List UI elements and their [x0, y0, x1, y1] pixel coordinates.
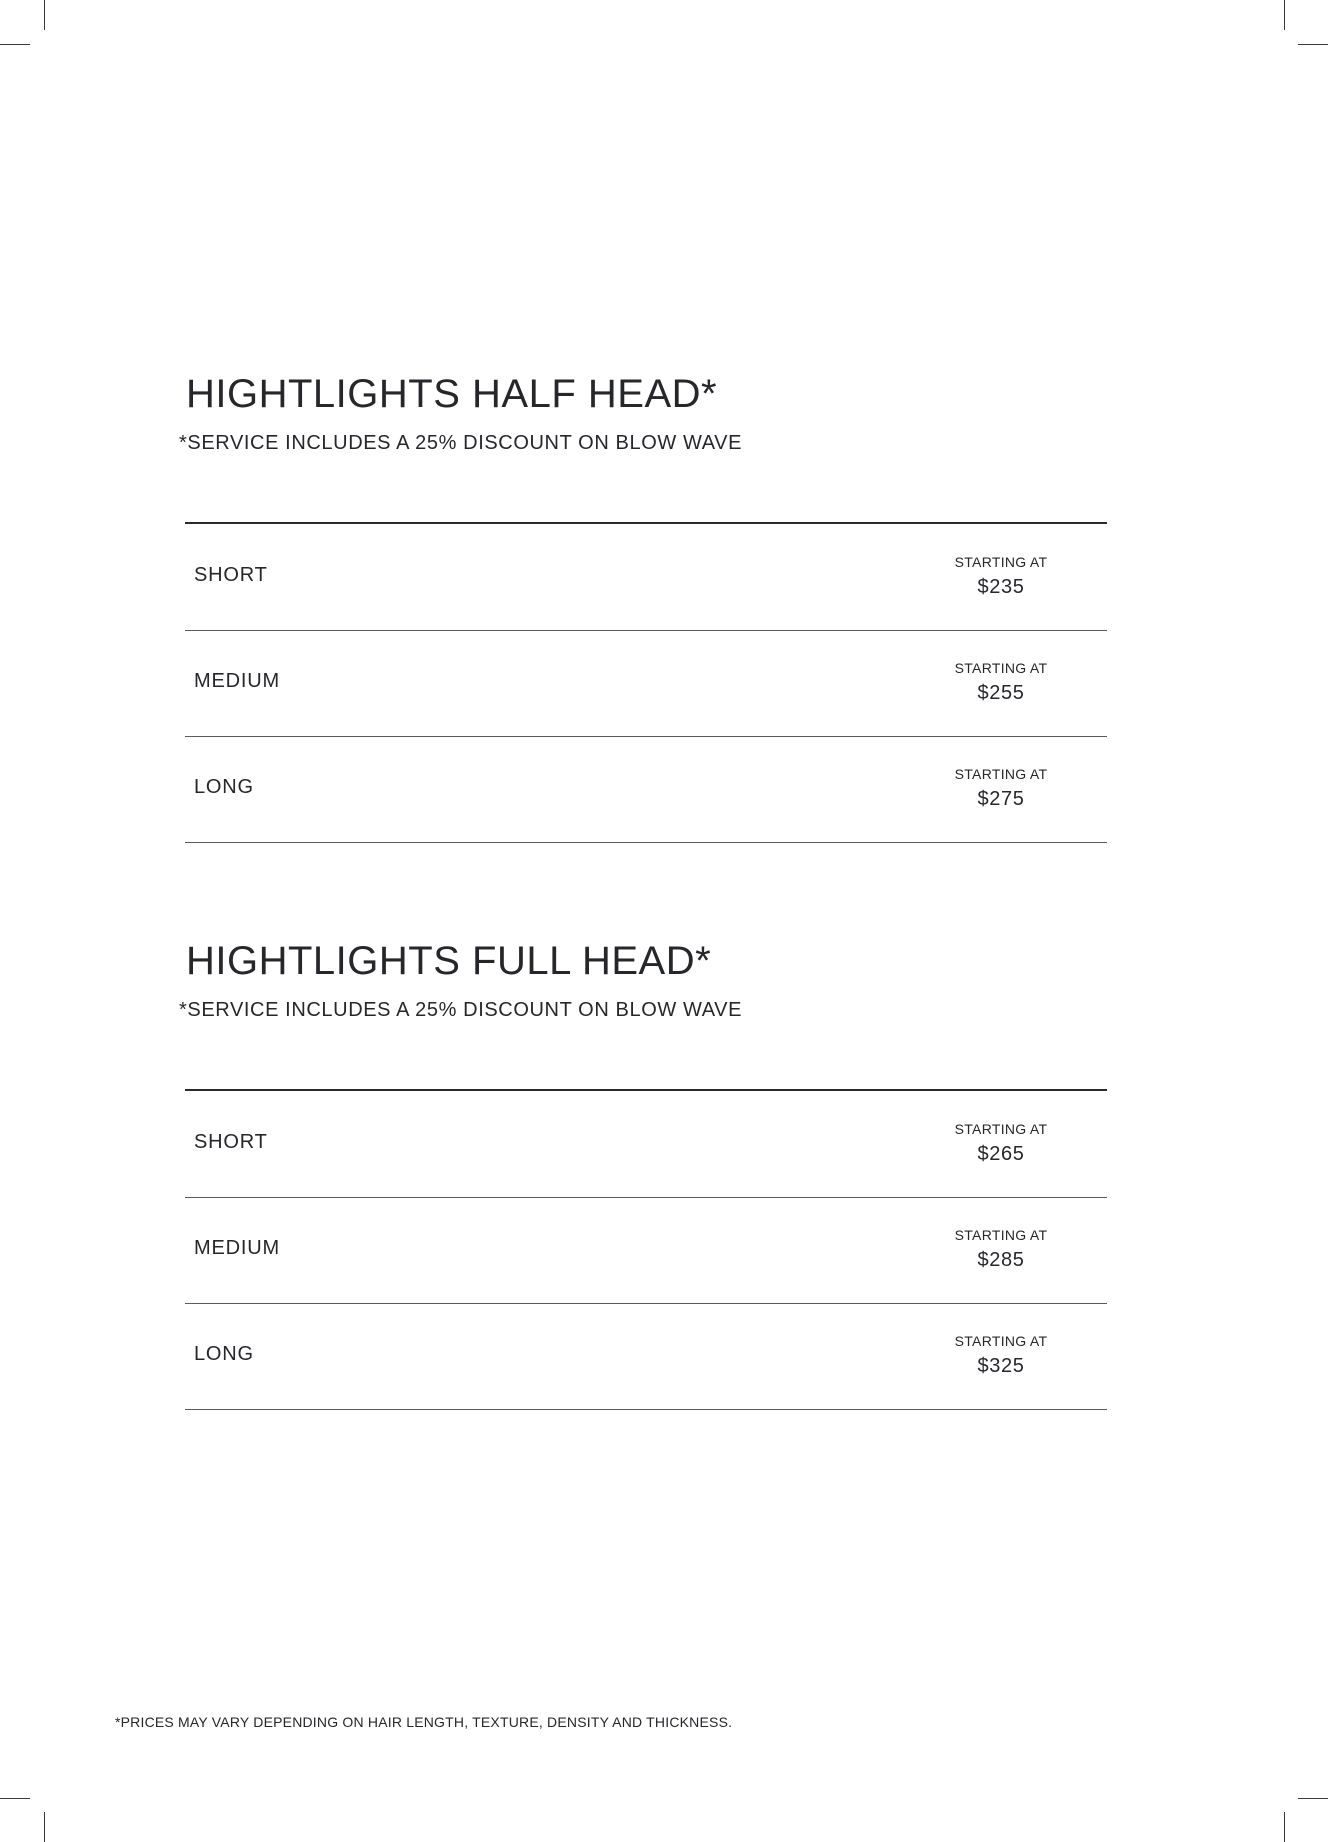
row-label: MEDIUM: [194, 1237, 280, 1259]
price-disclaimer-footnote: *PRICES MAY VARY DEPENDING ON HAIR LENGTH, TEXTURE, DENSITY AND THICKNESS.: [115, 1714, 733, 1730]
starting-at-label: STARTING AT: [954, 1121, 1048, 1137]
starting-at-label: STARTING AT: [954, 1333, 1048, 1349]
row-label: LONG: [194, 776, 254, 798]
price-row-short: [185, 524, 1107, 631]
row-label: MEDIUM: [194, 670, 280, 692]
crop-mark-bottom-right-vertical: [1284, 1812, 1285, 1842]
crop-mark-top-left-horizontal: [0, 44, 30, 45]
crop-mark-bottom-right-horizontal: [1298, 1798, 1328, 1799]
row-price: [941, 766, 1061, 810]
row-price: [941, 1227, 1061, 1271]
price-amount: $325: [977, 1355, 1025, 1377]
starting-at-label: STARTING AT: [954, 554, 1048, 570]
price-row-medium: [185, 1197, 1107, 1304]
price-amount: $285: [977, 1249, 1025, 1271]
price-row-short: [185, 1091, 1107, 1198]
price-row-long: [185, 1303, 1107, 1410]
row-price: [941, 554, 1061, 598]
row-price: [941, 1333, 1061, 1377]
row-label: SHORT: [194, 564, 268, 586]
crop-mark-top-right-horizontal: [1298, 44, 1328, 45]
crop-mark-bottom-left-vertical: [44, 1812, 45, 1842]
price-row-medium: [185, 630, 1107, 737]
row-label: SHORT: [194, 1131, 268, 1153]
crop-mark-bottom-left-horizontal: [0, 1798, 30, 1799]
section-title: HIGHTLIGHTS HALF HEAD*: [186, 372, 718, 416]
section-note: *SERVICE INCLUDES A 25% DISCOUNT ON BLOW WAVE: [179, 999, 743, 1021]
price-amount: $255: [977, 682, 1025, 704]
section-title: HIGHTLIGHTS FULL HEAD*: [186, 939, 712, 983]
row-price: [941, 660, 1061, 704]
price-amount: $265: [977, 1143, 1025, 1165]
starting-at-label: STARTING AT: [954, 660, 1048, 676]
crop-mark-top-right-vertical: [1284, 0, 1285, 30]
row-label: LONG: [194, 1343, 254, 1365]
row-price: [941, 1121, 1061, 1165]
price-row-long: [185, 736, 1107, 843]
price-amount: $235: [977, 576, 1025, 598]
starting-at-label: STARTING AT: [954, 1227, 1048, 1243]
price-amount: $275: [977, 788, 1025, 810]
crop-mark-top-left-vertical: [44, 0, 45, 30]
section-note: *SERVICE INCLUDES A 25% DISCOUNT ON BLOW WAVE: [179, 432, 743, 454]
starting-at-label: STARTING AT: [954, 766, 1048, 782]
